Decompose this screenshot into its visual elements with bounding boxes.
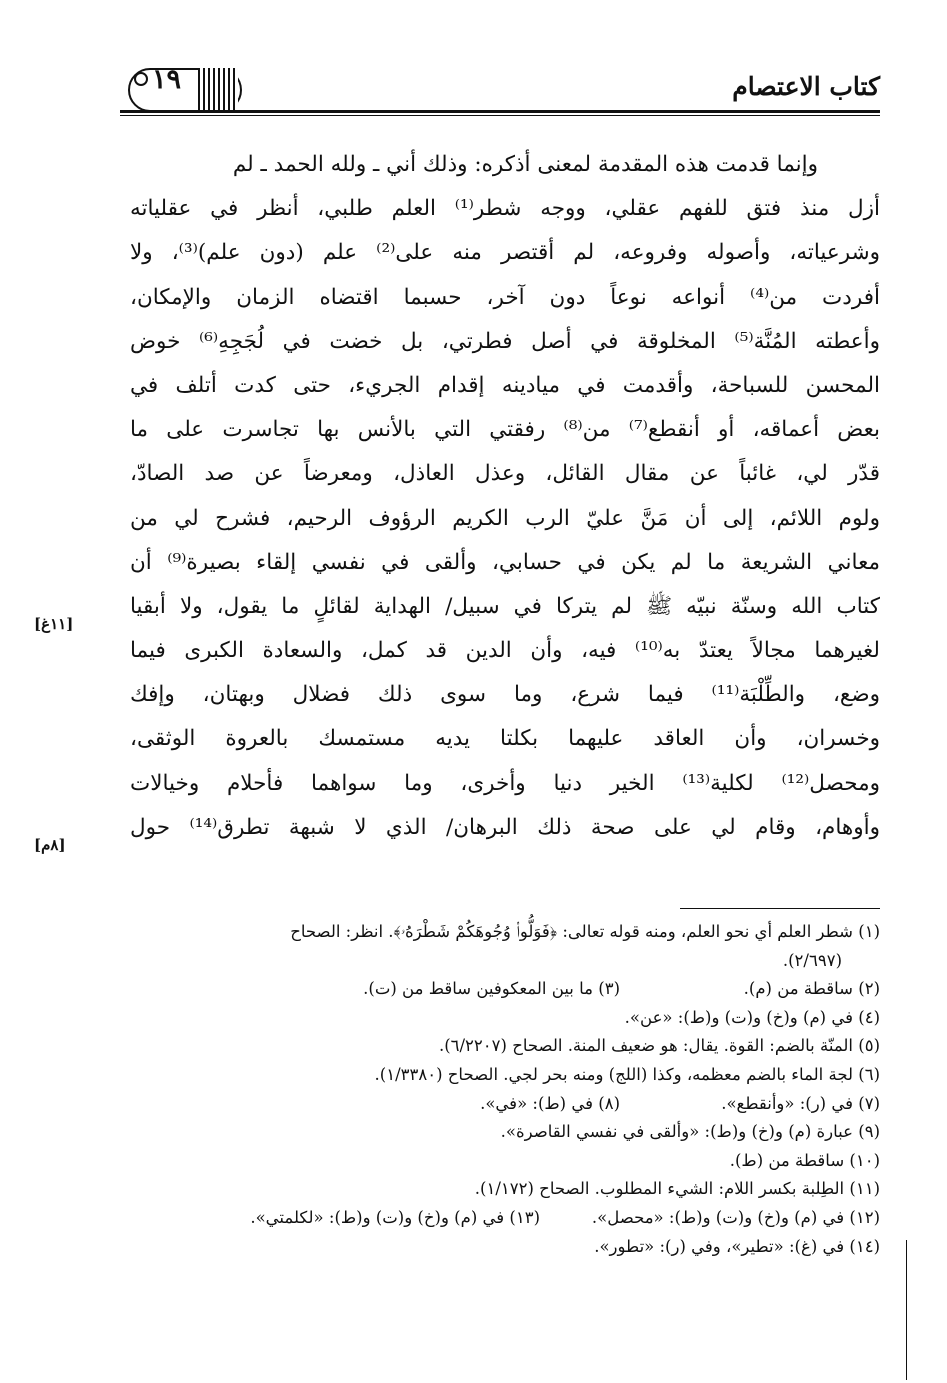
footnote-text: (١) شطر العلم أي نحو العلم، ومنه قوله تعالى: ﴿فَوَلُّوا۟ وُجُوهَكُمْ شَطْرَهُۥ﴾. انظر: الصحاح [290, 922, 880, 941]
scan-edge-line [906, 1240, 907, 1380]
footnote [130, 975, 880, 1004]
footnote: (٦) لجة الماء بالضم معظمه، وكذا (اللج) ومنه بحر لجي. الصحاح (١/٣٣٨٠). [374, 1064, 880, 1084]
text-line: أزل منذ فتق للفهم عقلي، ووجه شطر⁽¹⁾ العلم طلبي، أنظر في عقلياته [130, 196, 880, 222]
text-line: بعض أعماقه، أو أنقطع⁽⁷⁾ من⁽⁸⁾ رفقتي التي بالأنس بها تجاسرت على ما [130, 417, 880, 443]
text-line: لغيرهما مجالاً يعتدّ به⁽¹⁰⁾ فيه، وأن الدين قد كمل، والسعادة الكبرى فيما [130, 638, 880, 664]
page-header [120, 62, 880, 122]
text-line: ومحصل⁽¹²⁾ لكلية⁽¹³⁾ الخير دنيا وأخرى، وما سواهما فأحلام وخيالات [130, 770, 880, 796]
ornament-bars [198, 68, 238, 112]
footnote [130, 1090, 880, 1119]
header-rule [120, 110, 880, 113]
text-line: وخسران، وأن العاقد عليهما بكلتا يديه مستمسك بالعروة الوثقى، [130, 726, 880, 752]
footnote-text: (١٢) في (م) و(خ) و(ت) و(ط): «محصل». [591, 1207, 880, 1227]
footnote-text: (٢) ساقطة من (م). [743, 979, 880, 999]
margin-reference: [١١غ] [34, 615, 74, 633]
footnote: (٥) المنّة بالضم: القوة. يقال: هو ضعيف المنة. الصحاح (٦/٢٢٠٧). [438, 1036, 880, 1056]
footnote-separator [680, 908, 880, 909]
main-text [130, 143, 880, 850]
text-line: أفردت من⁽⁴⁾ أنواعه نوعاً دون آخر، حسبما اقتضاه الزمان والإمكان، [130, 284, 880, 310]
footnote [130, 1204, 880, 1233]
text-line: قدّر لي، غائباً عن مقال القائل، وعذل العاذل، ومعرضاً عن صد الصادّ، [130, 461, 880, 487]
text-line: معاني الشريعة ما لم يكن في حسابي، وألقى في نفسي إلقاء بصيرة⁽⁹⁾ أن [130, 549, 880, 575]
margin-reference: [٨م] [34, 836, 66, 854]
footnote: (١٤) في (غ): «تطير»، وفي (ر): «تطور». [594, 1236, 880, 1256]
page-number: ١٩ [152, 64, 182, 95]
footnote-text: (٨) في (ط): «في». [480, 1093, 620, 1113]
text-line: ولوم اللائم، إلى أن مَنَّ عليّ الرب الكريم الرؤوف الرحيم، فشرح لي من [130, 505, 880, 531]
ornament-ring [134, 72, 148, 86]
text-line: كتاب الله وسنّة نبيّه ﷺ لم يتركا في سبيل/ الهداية لقائلٍ ما يقول، ولا أبقيا [130, 593, 880, 619]
text-line: المحسن للسباحة، وأقدمت في ميادينه إقدام الجريء، حتى كدت أتلف في [130, 372, 880, 398]
text-line: وإنما قدمت هذه المقدمة لمعنى أذكره: وذلك أني ـ ولله الحمد ـ لم [232, 152, 818, 177]
footnote [130, 918, 880, 975]
footnote-text: (٧) في (ر): «وأنقطع». [721, 1093, 880, 1113]
footnote: (٩) عبارة (م) و(خ) و(ط): «وألقى في نفسي القاصرة». [500, 1122, 880, 1142]
text-line: وأعطته المُنَّة⁽⁵⁾ المخلوقة في أصل فطرتي، بل خضت في لُجَجِهِ⁽⁶⁾ خوض [130, 328, 880, 354]
footnote: (١٠) ساقطة من (ط). [729, 1150, 880, 1170]
text-line: وأوهام، وقام لي على صحة ذلك البرهان/ الذي لا شبهة تطرق⁽¹⁴⁾ حول [130, 814, 880, 840]
text-line: وشرعياته، وأصوله وفروعه، لم أقتصر منه على⁽²⁾ علم (دون علم)⁽³⁾، ولا [130, 240, 880, 266]
running-title: كتاب الاعتصام [732, 72, 880, 101]
footnote: (١١) الطِلبة بكسر اللام: الشيء المطلوب. الصحاح (١/١٧٢). [474, 1179, 880, 1199]
footnote-continuation: (٢/٦٩٧). [782, 950, 842, 970]
footnote: (٤) في (م) و(خ) و(ت) و(ط): «عن». [624, 1007, 880, 1027]
footnotes [130, 918, 880, 1261]
footnote-text: (١٣) في (م) و(خ) و(ت) و(ط): «لكلمتي». [250, 1207, 540, 1227]
header-rule-thin [120, 115, 880, 116]
footnote-text: (٣) ما بين المعكوفين ساقط من (ت). [363, 979, 620, 999]
text-line: وضع، والطِّلْبَة⁽¹¹⁾ فيما شرع، وما سوى ذلك فضلال وبهتان، وإفك [130, 682, 880, 708]
